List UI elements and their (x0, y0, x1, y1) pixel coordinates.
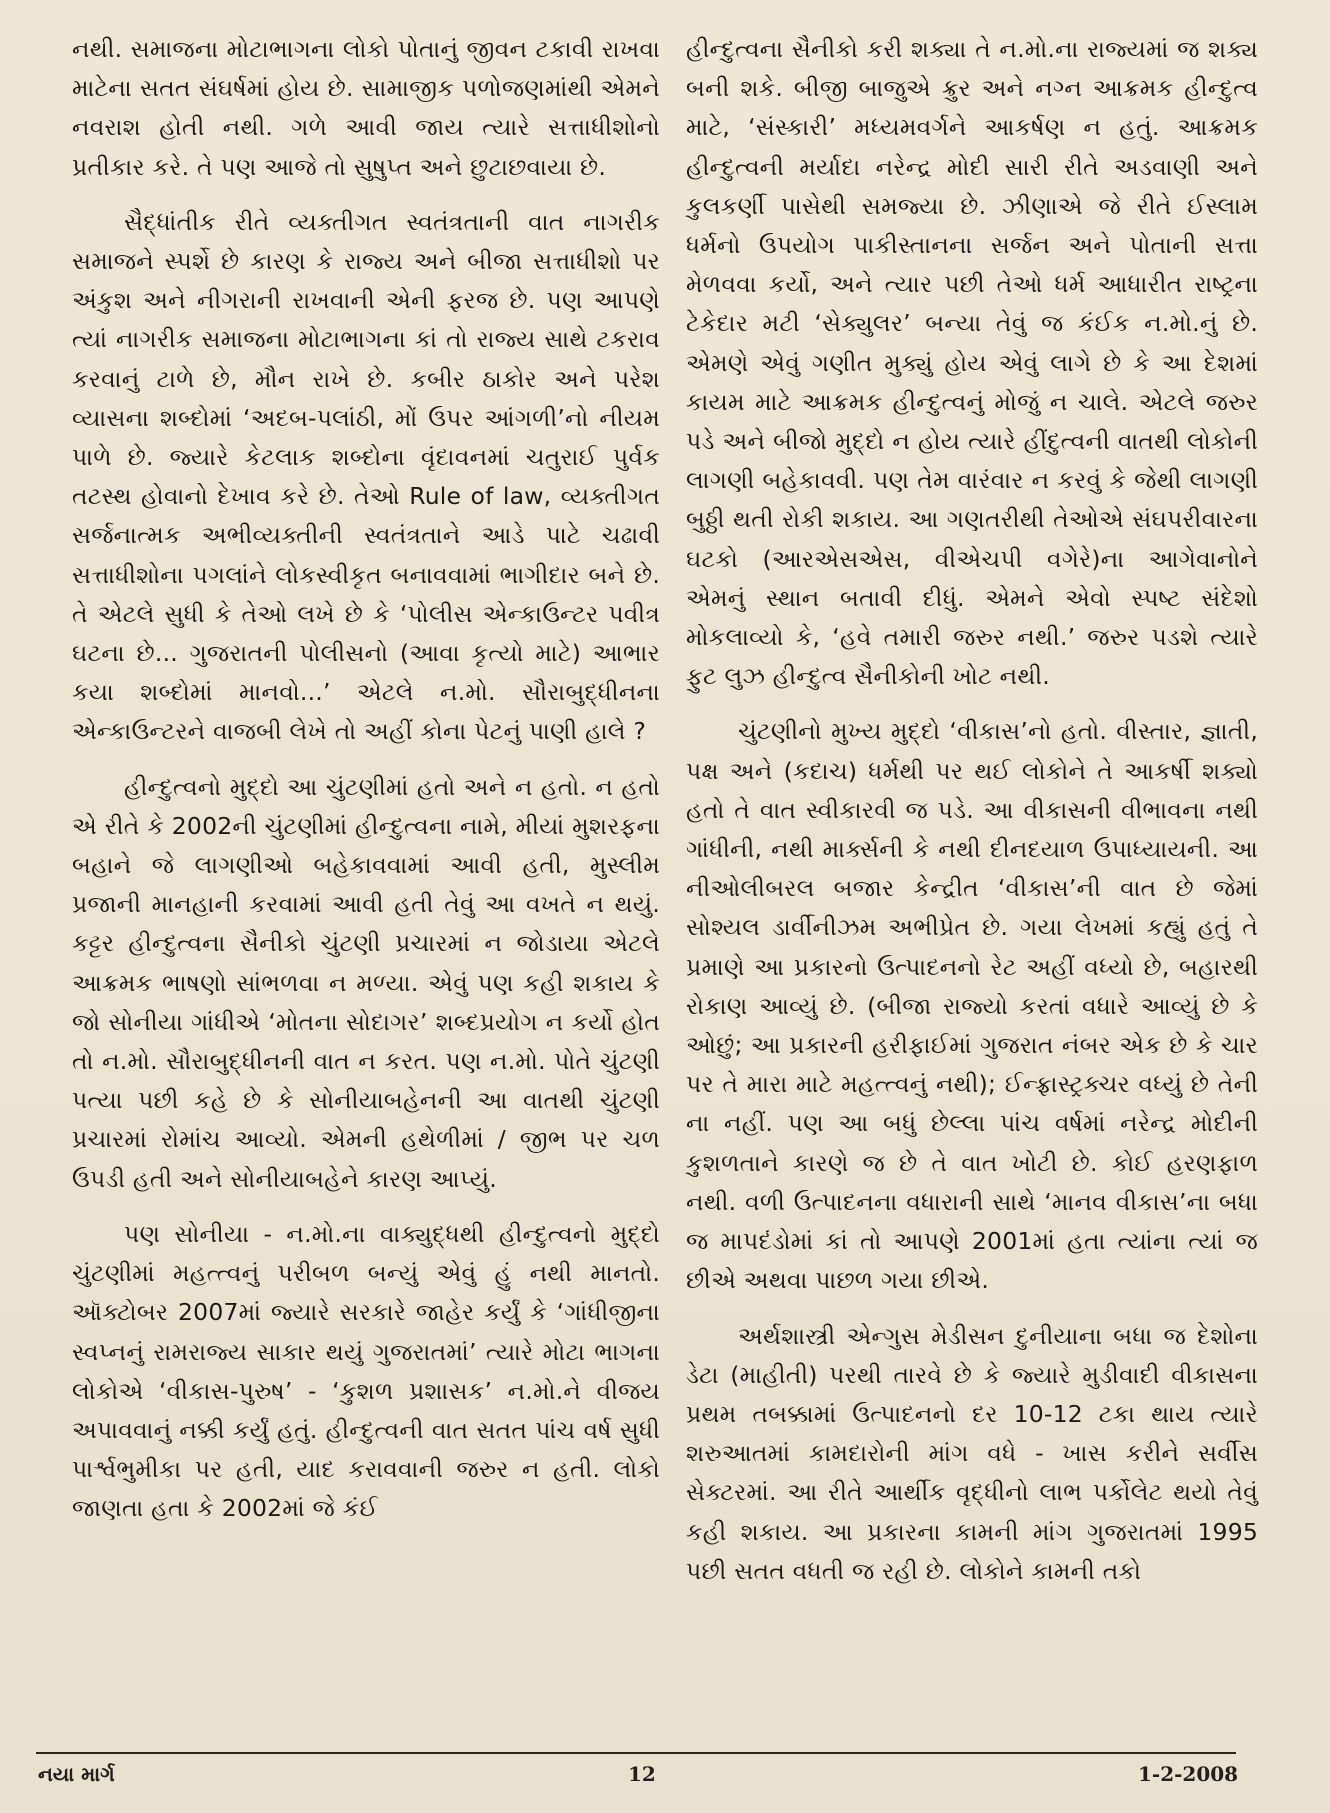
paragraph: નથી. સમાજના મોટાભાગના લોકો પોતાનું જીવન ટકાવી રાખવા માટેના સતત સંઘર્ષમાં હોય છે. સામાજીક પળોજણમાંથી એમને નવરાશ હોતી નથી. ગળે આવી જાય ત્યારે સત્તાધીશોનો પ્રતીકાર કરે. તે પણ આજે તો સુષુપ્ત અને છુટાછવાયા છે. (72, 35, 660, 181)
page-number: 12 (628, 1762, 656, 1786)
publication-name: નયા માર્ગ (38, 1762, 115, 1786)
left-text-column (72, 30, 660, 1545)
paragraph: અર્થશાસ્ત્રી એન્ગુસ મેડીસન દુનીયાના બધા જ દેશોના ડેટા (માહીતી) પરથી તારવે છે કે જ્યારે મુડીવાદી વીકાસના પ્રથમ તબક્કામાં ઉત્પાદનનો દર 10-12 ટકા થાય ત્યારે શરુઆતમાં કામદારોની માંગ વધે - ખાસ કરીને સર્વીસ સેક્ટરમાં. આ રીતે આર્થીક વૃદ્ધીનો લાભ પર્કોલેટ થયો તેવું કહી શકાય. આ પ્રકારના કામની માંગ ગુજરાતમાં 1995 પછી સતત વધતી જ રહી છે. લોકોને કામની તકો (686, 1321, 1258, 1585)
paragraph: પણ સોનીયા - ન.મો.ના વાક્યુદ્ધથી હીન્દુત્વનો મુદ્દો ચુંટણીમાં મહત્ત્વનું પરીબળ બન્યું એવું હું નથી માનતો. ઑક્ટોબર 2007માં જ્યારે સરકારે જાહેર કર્યું કે ‘ગાંધીજીના સ્વપ્નનું રામરાજ્ય સાકાર થયું ગુજરાતમાં’ ત્યારે મોટા ભાગના લોકોએ ‘વીકાસ-પુરુષ’ - ‘કુશળ પ્રશાસક’ ન.મો.ને વીજય અપાવવાનું નક્કી કર્યું હતું. હીન્દુત્વની વાત સતત પાંચ વર્ષ સુધી પાર્શ્વભુમીકા પર હતી, યાદ કરાવવાની જરુર ન હતી. લોકો જાણતા હતા કે 2002માં જે કંઈ (72, 1219, 660, 1523)
paragraph: હીન્દુત્વનો મુદ્દો આ ચુંટણીમાં હતો અને ન હતો. ન હતો એ રીતે કે 2002ની ચુંટણીમાં હીન્દુત્વના નામે, મીયાં મુશરફના બહાને જે લાગણીઓ બહેકાવવામાં આવી હતી, મુસ્લીમ પ્રજાની માનહાની કરવામાં આવી હતી તેવું આ વખતે ન થયું. કટ્ટર હીન્દુત્વના સૈનીકો ચુંટણી પ્રચારમાં ન જોડાયા એટલે આક્રમક ભાષણો સાંભળવા ન મળ્યા. એવું પણ કહી શકાય કે જો સોનીયા ગાંધીએ ‘મોતના સોદાગર’ શબ્દપ્રયોગ ન કર્યો હોત તો ન.મો. સૌરાબુદ્ધીનની વાત ન કરત. પણ ન.મો. પોતે ચુંટણી પત્યા પછી કહે છે કે સોનીયાબહેનની આ વાતથી ચુંટણી પ્રચારમાં રોમાંચ આવ્યો. એમની હથેળીમાં / જીભ પર ચળ ઉપડી હતી અને સોનીયાબહેને કારણ આપ્યું. (72, 772, 660, 1193)
paragraph: હીન્દુત્વના સૈનીકો કરી શક્યા તે ન.મો.ના રાજ્યમાં જ શક્ય બની શકે. બીજી બાજુએ ક્રુર અને નગ્ન આક્રમક હીન્દુત્વ માટે, ‘સંસ્કારી’ મધ્યમવર્ગને આકર્ષણ ન હતું. આક્રમક હીન્દુત્વની મર્યાદા નરેન્દ્ર મોદી સારી રીતે અડવાણી અને કુલકર્ણી પાસેથી સમજ્યા છે. ઝીણાએ જે રીતે ઈસ્લામ ધર્મનો ઉપયોગ પાકીસ્તાનના સર્જન અને પોતાની સત્તા મેળવવા કર્યો, અને ત્યાર પછી તેઓ ધર્મ આધારીત રાષ્ટ્રના ટેકેદાર મટી ‘સેક્યુલર’ બન્યા તેવું જ કંઈક ન.મો.નું છે. એમણે એવું ગણીત મુક્યું હોય એવું લાગે છે કે આ દેશમાં કાયમ માટે આક્રમક હીન્દુત્વનું મોજું ન ચાલે. એટલે જરુર પડે અને બીજો મુદ્દો ન હોય ત્યારે હીંદુત્વની વાતથી લોકોની લાગણી બહેકાવવી. પણ તેમ વારંવાર ન કરવું કે જેથી લાગણી બુઠ્ઠી થતી રોકી શકાય. આ ગણતરીથી તેઓએ સંઘપરીવારના ઘટકો (આરએસએસ, વીએચપી વગેરે)ના આગેવાનોને એમનું સ્થાન બતાવી દીધું. એમને એવો સ્પષ્ટ સંદેશો મોકલાવ્યો કે, ‘હવે તમારી જરુર નથી.’ જરુર પડશે ત્યારે ફુટ લુઝ હીન્દુત્વ સૈનીકોની ખોટ નથી. (686, 35, 1258, 691)
paragraph: સૈદ્ધાંતીક રીતે વ્યક્તીગત સ્વતંત્રતાની વાત નાગરીક સમાજને સ્પર્શે છે કારણ કે રાજ્ય અને બીજા સત્તાધીશો પર અંકુશ અને નીગરાની રાખવાની એની ફરજ છે. પણ આપણે ત્યાં નાગરીક સમાજના મોટાભાગના કાં તો રાજ્ય સાથે ટકરાવ કરવાનું ટાળે છે, મૌન રાખે છે. કબીર ઠાકોર અને પરેશ વ્યાસના શબ્દોમાં ‘અદબ-પલાંઠી, મોં ઉપર આંગળી’નો નીયમ પાળે છે. જ્યારે કેટલાક શબ્દોના વૃંદાવનમાં ચતુરાઈ પુર્વક તટસ્થ હોવાનો દેખાવ કરે છે. તેઓ Rule of law, વ્યક્તીગત સર્જનાત્મક અભીવ્યક્તીની સ્વતંત્રતાને આડે પાટે ચઢાવી સત્તાધીશોના પગલાંને લોકસ્વીકૃત બનાવવામાં ભાગીદાર બને છે. તે એટલે સુધી કે તેઓ લખે છે કે ‘પોલીસ એન્કાઉન્ટર પવીત્ર ઘટના છે... ગુજરાતની પોલીસનો (આવા કૃત્યો માટે) આભાર કયા શબ્દોમાં માનવો...’ એટલે ન.મો. સૌરાબુદ્ધીનના એન્કાઉન્ટરને વાજબી લેખે તો અહીં કોના પેટનું પાણી હાલે ? (72, 207, 660, 746)
footer-divider (36, 1752, 1236, 1754)
issue-date: 1-2-2008 (1138, 1762, 1239, 1786)
paragraph: ચુંટણીનો મુખ્ય મુદ્દો ‘વીકાસ’નો હતો. વીસ્તાર, જ્ઞાતી, પક્ષ અને (કદાચ) ધર્મથી પર થઈ લોકોને તે આકર્ષી શક્યો હતો તે વાત સ્વીકારવી જ પડે. આ વીકાસની વીભાવના નથી ગાંધીની, નથી માર્ક્સની કે નથી દીનદયાળ ઉપાધ્યાયની. આ નીઓલીબરલ બજાર કેન્દ્રીત ‘વીકાસ’ની વાત છે જેમાં સોશ્યલ ડાર્વીનીઝમ અભીપ્રેત છે. ગયા લેખમાં કહ્યું હતું તે પ્રમાણે આ પ્રકારનો ઉત્પાદનનો રેટ અહીં વધ્યો છે, બહારથી રોકાણ આવ્યું છે. (બીજા રાજ્યો કરતાં વધારે આવ્યું છે કે ઓછું; આ પ્રકારની હરીફાઈમાં ગુજરાત નંબર એક છે કે ચાર પર તે મારા માટે મહત્ત્વનું નથી); ઈન્ફ્રાસ્ટ્રક્ચર વધ્યું છે તેની ના નહીં. પણ આ બધું છેલ્લા પાંચ વર્ષમાં નરેન્દ્ર મોદીની કુશળતાને કારણે જ છે તે વાત ખોટી છે. કોઈ હરણફાળ નથી. વળી ઉત્પાદનના વધારાની સાથે ‘માનવ વીકાસ’ના બધા જ માપદંડોમાં કાં તો આપણે 2001માં હતા ત્યાંના ત્યાં જ છીએ અથવા પાછળ ગયા છીએ. (686, 717, 1258, 1295)
right-text-column (686, 30, 1258, 1607)
